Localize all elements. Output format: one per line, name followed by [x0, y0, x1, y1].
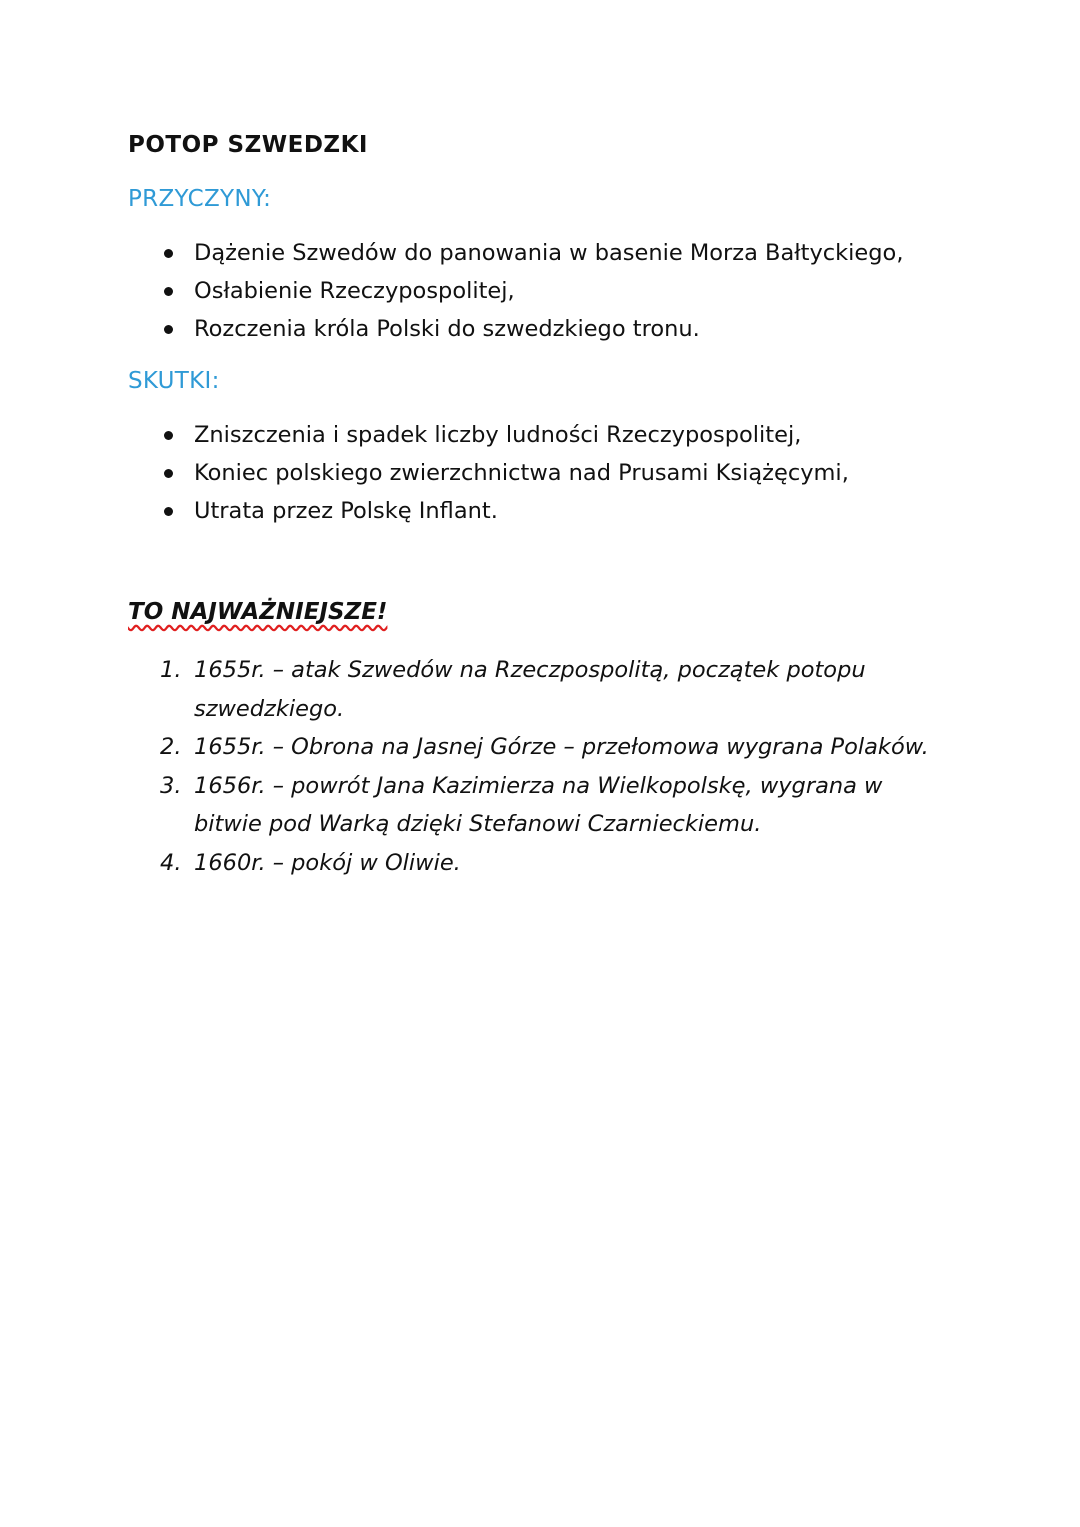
item-number: 2. — [160, 734, 182, 760]
causes-heading: PRZYCZYNY: — [128, 186, 272, 212]
bullet-icon — [164, 325, 173, 334]
list-item — [160, 492, 849, 530]
list-item — [160, 454, 849, 492]
bullet-icon — [164, 431, 173, 440]
timeline-item — [160, 844, 940, 883]
list-item-text: Rozczenia króla Polski do szwedzkiego tronu. — [194, 316, 700, 342]
effects-heading: SKUTKI: — [128, 368, 220, 394]
bullet-icon — [164, 287, 173, 296]
timeline-item — [160, 728, 940, 767]
bullet-icon — [164, 249, 173, 258]
timeline-item-text: 1655r. – Obrona na Jasnej Górze – przełomowa wygrana Polaków. — [194, 734, 929, 760]
list-item-text: Koniec polskiego zwierzchnictwa nad Prusami Książęcymi, — [194, 460, 849, 486]
timeline-list — [160, 651, 940, 882]
timeline-item-text: 1655r. – atak Szwedów na Rzeczpospolitą, początek potopu szwedzkiego. — [194, 657, 866, 722]
important-heading: TO NAJWAŻNIEJSZE! — [128, 599, 388, 625]
item-number: 3. — [160, 772, 182, 799]
list-item — [160, 234, 903, 272]
list-item-text: Utrata przez Polskę Inflant. — [194, 498, 498, 524]
document-title: POTOP SZWEDZKI — [128, 132, 368, 158]
item-number: 4. — [160, 849, 182, 876]
timeline-item-text: 1656r. – powrót Jana Kazimierza na Wielkopolskę, wygrana w bitwie pod Warką dzięki Stefanowi Czarnieckiemu. — [194, 772, 883, 837]
bullet-icon — [164, 507, 173, 516]
timeline-item — [160, 767, 940, 844]
item-number: 1. — [160, 657, 182, 683]
causes-list — [160, 234, 903, 348]
list-item — [160, 416, 849, 454]
list-item-text: Zniszczenia i spadek liczby ludności Rzeczypospolitej, — [194, 422, 802, 448]
list-item — [160, 272, 903, 310]
effects-list — [160, 416, 849, 530]
bullet-icon — [164, 469, 173, 478]
list-item-text: Dążenie Szwedów do panowania w basenie Morza Bałtyckiego, — [194, 240, 904, 266]
timeline-item-text: 1660r. – pokój w Oliwie. — [194, 849, 461, 876]
list-item — [160, 310, 903, 348]
list-item-text: Osłabienie Rzeczypospolitej, — [194, 278, 515, 304]
timeline-item — [160, 651, 940, 728]
